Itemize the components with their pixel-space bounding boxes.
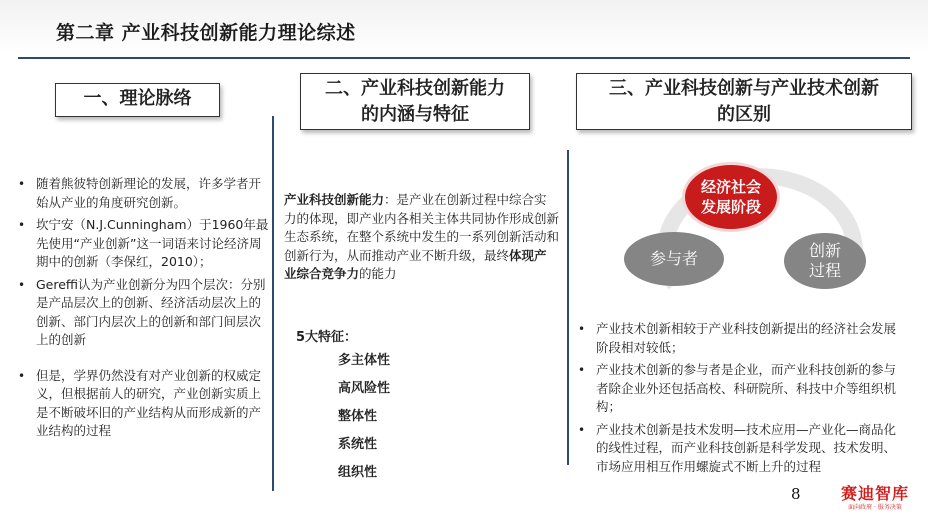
section2-heading-line1: 二、产业科技创新能力 <box>325 78 505 99</box>
list-item: • 产业技术创新相较于产业科技创新提出的经济社会发展阶段相对较低； <box>574 320 896 357</box>
definition-tail: 的能力 <box>359 266 397 281</box>
section2-heading-line2: 的内涵与特征 <box>361 104 469 125</box>
feature-item: 多主体性 <box>338 353 391 368</box>
circle-participants <box>624 232 724 286</box>
section2-heading <box>300 73 530 130</box>
circle-main-line2: 发展阶段 <box>700 198 761 216</box>
logo-main-text: 赛迪智库 <box>840 484 909 503</box>
title-divider <box>18 57 910 59</box>
features-title: 5大特征： <box>296 330 358 345</box>
feature-item: 整体性 <box>338 409 378 424</box>
list-item: • 坎宁安（N.J.Cunningham）于1960年最先使用“产业创新”这一词语来讨论经济周期中的创新（李保红，2010）； <box>14 216 270 272</box>
circle-right-line1: 创新 <box>808 241 841 260</box>
column-divider-right <box>567 150 569 465</box>
page-number: 8 <box>791 485 801 503</box>
ccid-logo <box>833 485 917 517</box>
feature-item: 高风险性 <box>338 381 391 396</box>
list-item: • Gereffi认为产业创新分为四个层次：分别是产品层次上的创新、经济活动层次上的创新、部门内层次上的创新和部门间层次上的创新 <box>14 276 270 350</box>
definition-term: 产业科技创新能力 <box>284 192 385 207</box>
slide-title: 第二章 产业科技创新能力理论综述 <box>56 22 356 44</box>
section3-heading <box>576 73 912 130</box>
definition-emphasis: 体现产业综合竞争力 <box>284 247 547 281</box>
circle-innovation-process <box>784 233 866 289</box>
column-divider-left <box>272 116 274 491</box>
section3-heading-line1: 三、产业科技创新与产业技术创新 <box>609 78 879 99</box>
circle-right-line2: 过程 <box>808 261 841 280</box>
list-item: • 产业技术创新是技术发明—技术应用—产业化—商品化的线性过程，而产业科技创新是科学发现、技术发明、市场应用相互作用螺旋式不断上升的过程 <box>574 421 896 477</box>
definition-paragraph <box>284 191 559 284</box>
section3-heading-line2: 的区别 <box>717 104 771 125</box>
circle-left-label: 参与者 <box>649 249 698 268</box>
logo-tagline: 面向政府 · 服务决策 <box>848 504 902 511</box>
list-item: • 随着熊彼特创新理论的发展，许多学者开始从产业的角度研究创新。 <box>14 175 270 212</box>
difference-bullet-list <box>574 320 896 480</box>
circle-development-stage <box>685 165 777 229</box>
section1-heading: 一、理论脉络 <box>55 83 220 117</box>
theory-bullet-list <box>14 175 270 445</box>
feature-item: 组织性 <box>338 465 378 480</box>
circle-main-line1: 经济社会 <box>700 178 761 196</box>
list-item: • 产业技术创新的参与者是企业，而产业科技创新的参与者除企业外还包括高校、科研院所、科技中介等组织机构； <box>574 361 896 417</box>
features-list <box>338 352 390 492</box>
feature-item: 系统性 <box>338 437 378 452</box>
list-item: • 但是，学界仍然没有对产业创新的权威定义，但根据前人的研究，产业创新实质上是不断破坏旧的产业结构从而形成新的产业结构的过程 <box>14 367 270 441</box>
definition-text: ：是产业在创新过程中综合实力的体现，即产业内各相关主体共同协作形成创新生态系统，在整个系统中发生的一系列创新活动和创新行为，从而推动产业不断升级，最终 <box>284 192 560 263</box>
